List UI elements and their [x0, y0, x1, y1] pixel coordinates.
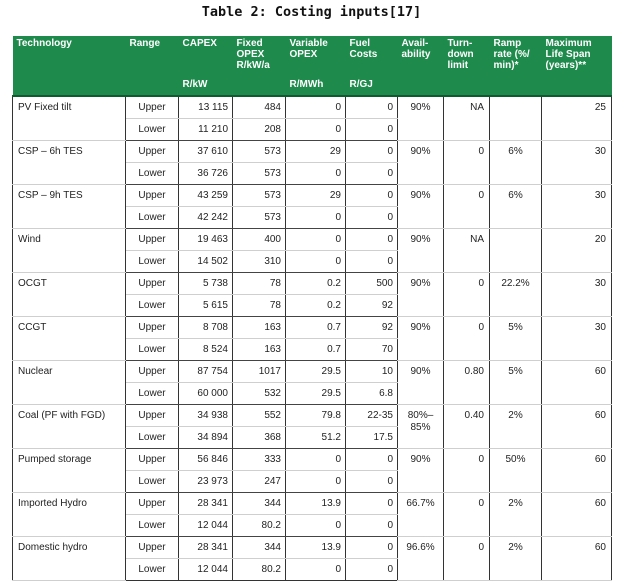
variable-opex-cell: 0	[286, 229, 346, 251]
ramp-rate-cell: 5%	[490, 317, 542, 361]
table-row	[13, 317, 612, 339]
fixed-opex-cell: 573	[233, 185, 286, 207]
fuel-costs-cell: 0	[346, 207, 398, 229]
range-cell: Upper	[126, 96, 179, 119]
fixed-opex-cell: 247	[233, 471, 286, 493]
variable-opex-cell: 0.2	[286, 273, 346, 295]
ramp-rate-cell	[490, 229, 542, 273]
technology-cell: CSP – 9h TES	[13, 185, 126, 229]
fixed-opex-cell: 78	[233, 273, 286, 295]
header-capex-unit: R/kW	[182, 79, 208, 90]
variable-opex-cell: 0.2	[286, 295, 346, 317]
fuel-costs-cell: 10	[346, 361, 398, 383]
turndown-cell: 0	[444, 449, 490, 493]
table-row	[13, 449, 612, 471]
availability-cell: 90%	[398, 185, 444, 229]
fixed-opex-cell: 78	[233, 295, 286, 317]
header-availability: Avail- ability	[398, 36, 444, 96]
header-technology: Technology	[13, 36, 126, 96]
variable-opex-cell: 29	[286, 185, 346, 207]
ramp-rate-cell: 5%	[490, 361, 542, 405]
ramp-rate-cell: 2%	[490, 537, 542, 581]
capex-cell: 5 738	[179, 273, 233, 295]
technology-cell: Pumped storage	[13, 449, 126, 493]
technology-cell: Coal (PF with FGD)	[13, 405, 126, 449]
capex-cell: 56 846	[179, 449, 233, 471]
fixed-opex-cell: 484	[233, 96, 286, 119]
capex-cell: 12 044	[179, 559, 233, 581]
fixed-opex-cell: 344	[233, 493, 286, 515]
fixed-opex-cell: 573	[233, 141, 286, 163]
header-variable-opex-unit: R/MWh	[289, 79, 324, 90]
fixed-opex-cell: 208	[233, 119, 286, 141]
variable-opex-cell: 29.5	[286, 383, 346, 405]
fuel-costs-cell: 0	[346, 229, 398, 251]
capex-cell: 14 502	[179, 251, 233, 273]
fuel-costs-cell: 0	[346, 537, 398, 559]
variable-opex-cell: 51.2	[286, 427, 346, 449]
variable-opex-cell: 13.9	[286, 493, 346, 515]
life-span-cell: 60	[542, 361, 612, 405]
capex-cell: 42 242	[179, 207, 233, 229]
range-cell: Lower	[126, 339, 179, 361]
ramp-rate-cell: 50%	[490, 449, 542, 493]
capex-cell: 19 463	[179, 229, 233, 251]
range-cell: Upper	[126, 493, 179, 515]
header-row	[13, 36, 612, 96]
fixed-opex-cell: 552	[233, 405, 286, 427]
turndown-cell: 0	[444, 537, 490, 581]
header-fuel-costs: Fuel Costs R/GJ	[346, 36, 398, 96]
ramp-rate-cell	[490, 96, 542, 141]
variable-opex-cell: 0	[286, 207, 346, 229]
technology-cell: Nuclear	[13, 361, 126, 405]
range-cell: Upper	[126, 273, 179, 295]
capex-cell: 11 210	[179, 119, 233, 141]
fuel-costs-cell: 0	[346, 185, 398, 207]
range-cell: Lower	[126, 427, 179, 449]
variable-opex-cell: 0	[286, 449, 346, 471]
capex-cell: 8 524	[179, 339, 233, 361]
ramp-rate-cell: 6%	[490, 185, 542, 229]
variable-opex-cell: 0	[286, 251, 346, 273]
fixed-opex-cell: 573	[233, 207, 286, 229]
availability-cell: 96.6%	[398, 537, 444, 581]
range-cell: Lower	[126, 559, 179, 581]
fuel-costs-cell: 0	[346, 559, 398, 581]
range-cell: Lower	[126, 207, 179, 229]
fuel-costs-cell: 0	[346, 119, 398, 141]
header-ramp-rate: Ramp rate (%/ min)*	[490, 36, 542, 96]
variable-opex-cell: 29.5	[286, 361, 346, 383]
fixed-opex-cell: 532	[233, 383, 286, 405]
variable-opex-cell: 29	[286, 141, 346, 163]
capex-cell: 60 000	[179, 383, 233, 405]
header-life-span: Maximum Life Span (years)**	[542, 36, 612, 96]
variable-opex-cell: 79.8	[286, 405, 346, 427]
technology-cell: PV Fixed tilt	[13, 96, 126, 141]
turndown-cell: NA	[444, 96, 490, 141]
life-span-cell: 25	[542, 96, 612, 141]
variable-opex-cell: 0	[286, 515, 346, 537]
technology-cell: CCGT	[13, 317, 126, 361]
availability-cell: 90%	[398, 449, 444, 493]
turndown-cell: NA	[444, 229, 490, 273]
costing-inputs-table	[12, 36, 612, 581]
range-cell: Upper	[126, 449, 179, 471]
variable-opex-cell: 0	[286, 559, 346, 581]
header-turndown: Turn- down limit	[444, 36, 490, 96]
fuel-costs-cell: 0	[346, 449, 398, 471]
table-caption: Table 2: Costing inputs[17]	[201, 4, 422, 20]
table-row	[13, 405, 612, 427]
technology-cell: Domestic hydro	[13, 537, 126, 581]
capex-cell: 37 610	[179, 141, 233, 163]
fuel-costs-cell: 0	[346, 515, 398, 537]
fixed-opex-cell: 163	[233, 339, 286, 361]
fuel-costs-cell: 0	[346, 163, 398, 185]
header-fuel-costs-unit: R/GJ	[349, 79, 373, 90]
availability-cell: 90%	[398, 96, 444, 141]
turndown-cell: 0	[444, 185, 490, 229]
capex-cell: 43 259	[179, 185, 233, 207]
capex-cell: 13 115	[179, 96, 233, 119]
fixed-opex-cell: 310	[233, 251, 286, 273]
fuel-costs-cell: 0	[346, 493, 398, 515]
fixed-opex-cell: 80.2	[233, 515, 286, 537]
capex-cell: 8 708	[179, 317, 233, 339]
capex-cell: 36 726	[179, 163, 233, 185]
availability-cell: 66.7%	[398, 493, 444, 537]
fuel-costs-cell: 70	[346, 339, 398, 361]
fuel-costs-cell: 92	[346, 317, 398, 339]
availability-cell: 90%	[398, 361, 444, 405]
table-row	[13, 493, 612, 515]
turndown-cell: 0	[444, 273, 490, 317]
range-cell: Upper	[126, 317, 179, 339]
life-span-cell: 30	[542, 141, 612, 185]
range-cell: Lower	[126, 383, 179, 405]
capex-cell: 34 894	[179, 427, 233, 449]
header-range: Range	[126, 36, 179, 96]
range-cell: Lower	[126, 471, 179, 493]
fuel-costs-cell: 0	[346, 251, 398, 273]
table-row	[13, 537, 612, 559]
capex-cell: 23 973	[179, 471, 233, 493]
table-row	[13, 229, 612, 251]
life-span-cell: 60	[542, 537, 612, 581]
fixed-opex-cell: 333	[233, 449, 286, 471]
fixed-opex-cell: 368	[233, 427, 286, 449]
technology-cell: Wind	[13, 229, 126, 273]
fuel-costs-cell: 0	[346, 96, 398, 119]
fixed-opex-cell: 400	[233, 229, 286, 251]
ramp-rate-cell: 2%	[490, 493, 542, 537]
technology-cell: OCGT	[13, 273, 126, 317]
availability-cell: 90%	[398, 317, 444, 361]
range-cell: Upper	[126, 185, 179, 207]
fixed-opex-cell: 163	[233, 317, 286, 339]
fixed-opex-cell: 80.2	[233, 559, 286, 581]
range-cell: Lower	[126, 163, 179, 185]
turndown-cell: 0.40	[444, 405, 490, 449]
availability-cell: 90%	[398, 229, 444, 273]
table-body	[13, 96, 612, 581]
life-span-cell: 30	[542, 185, 612, 229]
fixed-opex-cell: 573	[233, 163, 286, 185]
range-cell: Upper	[126, 405, 179, 427]
fixed-opex-cell: 1017	[233, 361, 286, 383]
table-row	[13, 185, 612, 207]
range-cell: Upper	[126, 229, 179, 251]
life-span-cell: 60	[542, 405, 612, 449]
table-row	[13, 96, 612, 119]
fuel-costs-cell: 92	[346, 295, 398, 317]
table-row	[13, 141, 612, 163]
capex-cell: 87 754	[179, 361, 233, 383]
header-fixed-opex: Fixed OPEX R/kW/a	[233, 36, 286, 96]
fuel-costs-cell: 22-35	[346, 405, 398, 427]
variable-opex-cell: 13.9	[286, 537, 346, 559]
turndown-cell: 0.80	[444, 361, 490, 405]
range-cell: Upper	[126, 361, 179, 383]
fuel-costs-cell: 6.8	[346, 383, 398, 405]
range-cell: Lower	[126, 251, 179, 273]
ramp-rate-cell: 2%	[490, 405, 542, 449]
turndown-cell: 0	[444, 141, 490, 185]
fuel-costs-cell: 17.5	[346, 427, 398, 449]
variable-opex-cell: 0	[286, 119, 346, 141]
ramp-rate-cell: 22.2%	[490, 273, 542, 317]
variable-opex-cell: 0	[286, 163, 346, 185]
range-cell: Lower	[126, 295, 179, 317]
life-span-cell: 20	[542, 229, 612, 273]
capex-cell: 5 615	[179, 295, 233, 317]
life-span-cell: 30	[542, 317, 612, 361]
life-span-cell: 60	[542, 493, 612, 537]
variable-opex-cell: 0	[286, 96, 346, 119]
technology-cell: Imported Hydro	[13, 493, 126, 537]
capex-cell: 12 044	[179, 515, 233, 537]
header-variable-opex: Variable OPEX R/MWh	[286, 36, 346, 96]
availability-cell: 90%	[398, 141, 444, 185]
variable-opex-cell: 0.7	[286, 339, 346, 361]
capex-cell: 28 341	[179, 493, 233, 515]
availability-cell: 80%– 85%	[398, 405, 444, 449]
variable-opex-cell: 0.7	[286, 317, 346, 339]
header-capex: CAPEX R/kW	[179, 36, 233, 96]
fuel-costs-cell: 0	[346, 141, 398, 163]
turndown-cell: 0	[444, 317, 490, 361]
table-row	[13, 361, 612, 383]
capex-cell: 28 341	[179, 537, 233, 559]
fixed-opex-cell: 344	[233, 537, 286, 559]
technology-cell: CSP – 6h TES	[13, 141, 126, 185]
ramp-rate-cell: 6%	[490, 141, 542, 185]
table-row	[13, 273, 612, 295]
variable-opex-cell: 0	[286, 471, 346, 493]
range-cell: Upper	[126, 141, 179, 163]
range-cell: Lower	[126, 119, 179, 141]
life-span-cell: 30	[542, 273, 612, 317]
range-cell: Upper	[126, 537, 179, 559]
fuel-costs-cell: 500	[346, 273, 398, 295]
range-cell: Lower	[126, 515, 179, 537]
availability-cell: 90%	[398, 273, 444, 317]
fuel-costs-cell: 0	[346, 471, 398, 493]
life-span-cell: 60	[542, 449, 612, 493]
turndown-cell: 0	[444, 493, 490, 537]
capex-cell: 34 938	[179, 405, 233, 427]
